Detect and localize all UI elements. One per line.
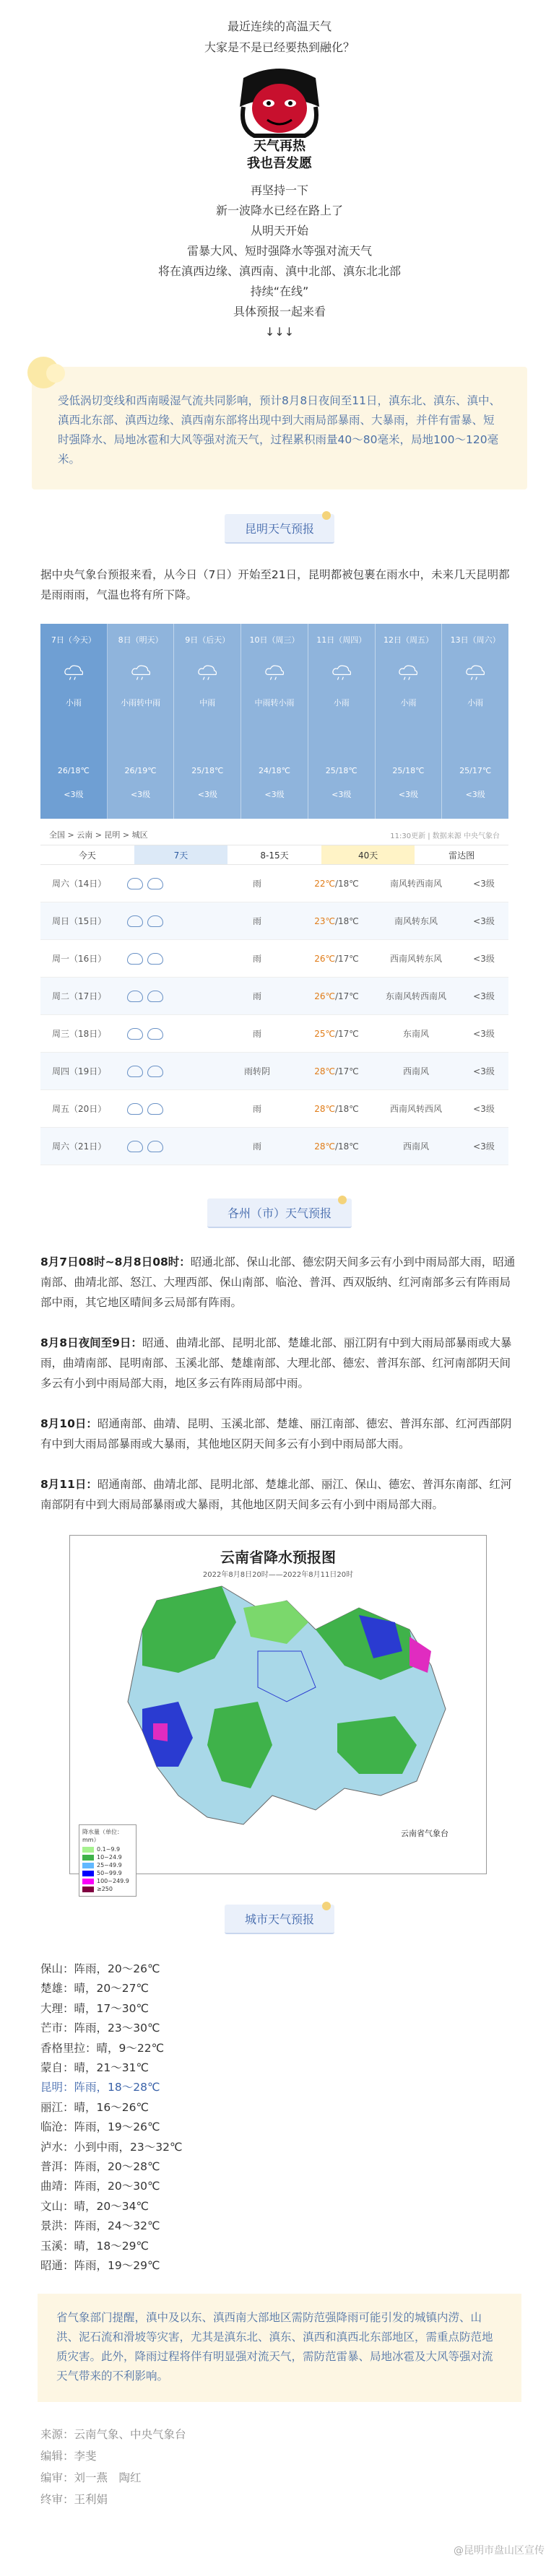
row-wind-dir: 西南风 [402, 1066, 429, 1076]
row-temp-high: 23℃ [314, 915, 335, 926]
row-temp [300, 954, 373, 964]
tab-8-15days[interactable]: 8-15天 [228, 845, 321, 865]
map-legend [79, 1824, 136, 1897]
forecast-day-column[interactable] [308, 624, 376, 819]
forecast-day-label: 10日（周三） [249, 635, 300, 645]
section-title-pill: 各州（市）天气预报 [207, 1198, 352, 1228]
row-wind-dir: 南风转东风 [394, 916, 438, 926]
forecast-day-label: 11日（周四） [316, 635, 367, 645]
rain-cloud-icon [127, 1103, 143, 1115]
legend-swatch [82, 1855, 94, 1861]
intro-line: 持续“在线” [250, 284, 309, 298]
rain-cloud-icon [329, 664, 355, 682]
row-icons [127, 1066, 214, 1077]
row-wind-level: <3级 [473, 879, 495, 889]
legend-item [82, 1885, 133, 1893]
row-icons [127, 1103, 214, 1115]
rain-cloud-icon [147, 1103, 163, 1115]
row-weather: 雨 [252, 991, 261, 1001]
prov-item-body: 昭通南部、曲靖、昆明、玉溪北部、楚雄、丽江南部、德宏、普洱东部、红河西部阴有中到大雨局部暴雨或大暴雨，其他地区阴天间多云有小到中雨局部大雨。 [40, 1417, 512, 1450]
legend-item [82, 1845, 133, 1853]
forecast-weather: 小雨 [333, 698, 350, 708]
forecast-weather: 小雨转中雨 [121, 698, 161, 708]
list-item: 蒙自：晴，21～31℃ [40, 2061, 149, 2075]
rain-cloud-icon [462, 664, 488, 682]
row-temp-high: 28℃ [314, 1141, 335, 1152]
intro-line: 最近连续的高温天气 [227, 19, 332, 33]
row-temp-low: /18℃ [334, 878, 359, 889]
map-title: 云南省降水预报图 [220, 1549, 336, 1566]
rain-cloud-icon [147, 1141, 163, 1152]
daily-header [40, 824, 508, 845]
rain-cloud-icon [147, 991, 163, 1002]
rain-cloud-icon [395, 664, 421, 682]
list-item: 曲靖：阵雨，20～30℃ [40, 2180, 160, 2193]
row-wind-level: <3级 [473, 1029, 495, 1039]
tab-today[interactable]: 今天 [40, 845, 134, 865]
list-item-highlighted: 昆明：阵雨，18～28℃ [40, 2081, 160, 2094]
rain-cloud-icon [127, 991, 143, 1002]
forecast-temp: 25/18℃ [325, 766, 358, 775]
table-row [40, 1128, 508, 1165]
row-temp [300, 879, 373, 889]
row-temp-low: /17℃ [334, 953, 359, 964]
dot-decoration-icon [322, 511, 331, 520]
row-wind-dir: 东南风 [402, 1029, 429, 1039]
legend-label: 25~49.9 [97, 1862, 122, 1868]
intro-line: 雷暴大风、短时强降水等强对流天气 [186, 244, 372, 258]
row-day: 周二（17日） [52, 991, 107, 1001]
forecast-wind: <3级 [130, 790, 151, 799]
row-day: 周三（18日） [52, 1029, 107, 1039]
forecast-notice [32, 367, 527, 489]
prov-section-title [0, 1198, 559, 1227]
notice-text: 受低涡切变线和西南暖湿气流共同影响，预计8月8日夜间至11日，滇东北、滇东、滇中、滇西北东部、滇西边缘、滇西南东部将出现中到大雨局部暴雨、大暴雨，并伴有雷暴、短时强降水、局地冰雹和大风等强对流天气，过程累积雨量40～80毫米，局地100～120毫米。 [58, 394, 500, 466]
forecast-temp: 26/19℃ [124, 766, 157, 775]
row-icons [127, 1141, 214, 1152]
prov-forecast [40, 1252, 520, 1515]
prov-item-body: 昭通南部、曲靖北部、昆明北部、楚雄北部、丽江、保山、德宏、普洱东南部、红河南部阴有中到大雨局部暴雨或大暴雨，其他地区阴天间多云有小到中雨局部大雨。 [40, 1478, 512, 1511]
legend-label: 50~99.9 [97, 1870, 122, 1876]
table-row [40, 1015, 508, 1053]
safety-tip [38, 2294, 521, 2402]
row-temp [300, 1066, 373, 1076]
prov-item-heading: 8月7日08时~8月8日08时： [40, 1256, 191, 1269]
row-temp [300, 1141, 373, 1152]
legend-item [82, 1869, 133, 1877]
legend-label: ≥250 [97, 1886, 113, 1892]
sticker-caption-1: 天气再热 [254, 139, 306, 154]
row-temp-high: 26℃ [314, 991, 335, 1001]
legend-item [82, 1877, 133, 1885]
row-weather: 雨 [252, 916, 261, 926]
row-wind-level: <3级 [473, 991, 495, 1001]
row-wind-level: <3级 [473, 916, 495, 926]
rain-cloud-icon [261, 664, 287, 682]
forecast-tabs [40, 845, 508, 865]
row-weather: 雨 [252, 1029, 261, 1039]
forecast-day-label: 13日（周六） [450, 635, 500, 645]
rain-cloud-icon [147, 878, 163, 889]
data-source: 11:30更新 | 数据来源 中央气象台 [390, 832, 500, 840]
city-forecast-list [40, 1959, 559, 2276]
forecast-temp: 25/18℃ [392, 766, 425, 775]
table-row [40, 865, 508, 902]
forecast-temp: 24/18℃ [258, 766, 291, 775]
credit-line: 编辑：李斐 [40, 2449, 97, 2463]
row-temp-high: 22℃ [314, 878, 335, 889]
forecast-day-label: 12日（周五） [383, 635, 433, 645]
row-day: 周一（16日） [52, 954, 107, 964]
list-item: 丽江：晴，16～26℃ [40, 2100, 149, 2114]
forecast-temp: 25/18℃ [191, 766, 224, 775]
forecast-wind: <3级 [332, 790, 352, 799]
sun-decoration-icon [46, 364, 65, 383]
row-day: 周日（15日） [52, 916, 107, 926]
watermark: @昆明市盘山区宣传 [454, 2545, 545, 2557]
prov-item-heading: 8月11日： [40, 1478, 98, 1491]
row-weather: 雨转阴 [243, 1066, 270, 1076]
legend-swatch [82, 1871, 94, 1876]
row-weather: 雨 [252, 1104, 261, 1114]
forecast-day-column[interactable] [376, 624, 443, 819]
row-wind-dir: 东南风转西南风 [385, 991, 446, 1001]
prov-item-heading: 8月10日： [40, 1417, 98, 1430]
prov-item-body: 昭通北部、保山北部、德宏阴天间多云有小到中雨局部大雨，昭通南部、曲靖北部、怒江、大理西部、保山南部、临沧、普洱、西双版纳、红河南部多云有阵雨局部中雨，其它地区晴间多云局部有阵雨。 [40, 1256, 516, 1309]
row-temp-high: 28℃ [314, 1066, 335, 1076]
rain-cloud-icon [194, 664, 220, 682]
prov-item [40, 1252, 520, 1313]
legend-title: 降水量（单位：mm） [82, 1829, 123, 1843]
breadcrumb[interactable]: 全国 > 云南 > 昆明 > 城区 [49, 830, 148, 840]
forecast-wind: <3级 [64, 790, 84, 799]
list-item: 景洪：阵雨，24～32℃ [40, 2219, 160, 2233]
rain-cloud-icon [147, 1028, 163, 1040]
credits [40, 2424, 559, 2510]
row-icons [127, 991, 214, 1002]
row-day: 周六（21日） [52, 1141, 107, 1152]
forecast-day-label: 9日（后天） [185, 635, 230, 645]
intro-line: 将在滇西边缘、滇西南、滇中北部、滇东北北部 [157, 264, 401, 278]
legend-label: 100~249.9 [97, 1878, 129, 1884]
section-title-pill: 城市天气预报 [225, 1905, 334, 1934]
row-temp [300, 1029, 373, 1039]
credit-line: 编审：刘一燕 陶红 [40, 2471, 142, 2484]
forecast-weather: 中雨转小雨 [254, 698, 295, 708]
row-temp [300, 916, 373, 926]
forecast-day-label: 8日（明天） [118, 635, 163, 645]
list-item: 保山：阵雨，20～26℃ [40, 1962, 160, 1975]
prov-item-heading: 8月8日夜间至9日： [40, 1336, 142, 1349]
seven-day-forecast [40, 624, 508, 819]
map-organization: 云南省气象台 [401, 1829, 448, 1838]
list-item: 泸水：小到中雨，23～32℃ [40, 2140, 183, 2154]
precipitation-map [69, 1535, 487, 1892]
rain-cloud-icon [127, 915, 143, 927]
intro-lines [0, 180, 559, 342]
legend-item [82, 1853, 133, 1861]
prov-item-body: 昭通、曲靖北部、昆明北部、楚雄北部、丽江阴有中到大雨局部暴雨或大暴雨，曲靖南部、昆明南部、玉溪北部、楚雄南部、大理北部、德宏、普洱东部、红河南部阴天间多云有小到中雨局部大雨，地区多云有阵雨局部中雨。 [40, 1336, 512, 1390]
forecast-wind: <3级 [465, 790, 485, 799]
list-item: 大理：晴，17～30℃ [40, 2001, 149, 2015]
credit-line: 终审：王利娟 [40, 2492, 108, 2506]
row-icons [127, 878, 214, 889]
meme-sticker [218, 64, 341, 172]
forecast-weather: 中雨 [199, 698, 216, 708]
row-weather: 雨 [252, 879, 261, 889]
row-day: 周六（14日） [52, 879, 107, 889]
row-temp-low: /17℃ [334, 991, 359, 1001]
list-item: 芒市：阵雨，23～30℃ [40, 2022, 160, 2035]
intro-line: 具体预报一起来看 [233, 305, 326, 318]
forecast-wind: <3级 [197, 790, 217, 799]
row-wind-level: <3级 [473, 1104, 495, 1114]
row-wind-level: <3级 [473, 954, 495, 964]
legend-item [82, 1861, 133, 1869]
intro-line: 再坚持一下 [250, 183, 308, 197]
legend-swatch [82, 1847, 94, 1853]
cloudy-icon [147, 1066, 163, 1077]
row-temp-high: 28℃ [314, 1103, 335, 1114]
table-row [40, 940, 508, 978]
cities-section-title [0, 1905, 559, 1933]
row-temp-low: /17℃ [334, 1066, 359, 1076]
legend-label: 10~24.9 [97, 1854, 122, 1861]
list-item: 昭通：阵雨，19～29℃ [40, 2259, 160, 2273]
legend-swatch [82, 1879, 94, 1884]
row-weather: 雨 [252, 1141, 261, 1152]
row-weather: 雨 [252, 954, 261, 964]
daily-forecast-table [40, 824, 508, 1165]
table-row [40, 1053, 508, 1090]
legend-swatch [82, 1887, 94, 1892]
prov-item [40, 1474, 520, 1515]
list-item: 香格里拉：晴，9～22℃ [40, 2041, 164, 2055]
forecast-day-label: 7日（今天） [51, 635, 96, 645]
intro-line: 从明天开始 [250, 224, 308, 238]
forecast-day-column[interactable] [40, 624, 108, 819]
prov-item [40, 1333, 520, 1393]
forecast-day-column[interactable] [174, 624, 241, 819]
row-temp-low: /18℃ [334, 1141, 359, 1152]
forecast-day-column[interactable] [108, 624, 175, 819]
legend-label: 0.1~9.9 [97, 1846, 121, 1853]
table-row [40, 902, 508, 940]
rain-cloud-icon [127, 1028, 143, 1040]
row-temp-low: /17℃ [334, 1028, 359, 1039]
row-temp [300, 991, 373, 1001]
kunming-section-title [0, 514, 559, 543]
row-temp [300, 1104, 373, 1114]
section-title-pill: 昆明天气预报 [225, 514, 334, 544]
rain-cloud-icon [147, 953, 163, 965]
forecast-day-column[interactable] [241, 624, 308, 819]
row-temp-low: /18℃ [334, 915, 359, 926]
row-day: 周四（19日） [52, 1066, 107, 1076]
kunming-paragraph: 据中央气象台预报来看，从今日（7日）开始至21日，昆明都被包裹在雨水中，未来几天昆明都是雨雨雨，气温也将有所下降。 [40, 568, 510, 601]
list-item: 玉溪：晴，18～29℃ [40, 2239, 149, 2253]
dot-decoration-icon [322, 1902, 331, 1910]
forecast-weather: 小雨 [65, 698, 82, 708]
intro-section [0, 0, 559, 342]
table-row [40, 978, 508, 1015]
forecast-wind: <3级 [264, 790, 285, 799]
intro-line: 新一波降水已经在路上了 [215, 204, 343, 217]
map-subtitle: 2022年8月8日20时——2022年8月11日20时 [202, 1571, 354, 1579]
rain-cloud-icon [147, 915, 163, 927]
forecast-temp: 26/18℃ [57, 766, 90, 775]
list-item: 临沧：阵雨，19～26℃ [40, 2120, 160, 2134]
table-row [40, 1090, 508, 1128]
row-wind-level: <3级 [473, 1141, 495, 1152]
forecast-weather: 小雨 [467, 698, 484, 708]
row-wind-dir: 西南风 [402, 1141, 429, 1152]
list-item: 楚雄：晴，20～27℃ [40, 1982, 149, 1996]
rain-cloud-icon [127, 1141, 143, 1152]
list-item: 普洱：阵雨，20～28℃ [40, 2160, 160, 2174]
row-day: 周五（20日） [52, 1104, 107, 1114]
tab-7days[interactable]: 7天 [134, 845, 228, 865]
row-wind-dir: 南风转西南风 [389, 879, 442, 889]
row-temp-high: 25℃ [314, 1028, 335, 1039]
forecast-temp: 25/17℃ [459, 766, 492, 775]
row-wind-dir: 西南风转东风 [389, 954, 442, 964]
rain-cloud-icon [127, 953, 143, 965]
row-wind-level: <3级 [473, 1066, 495, 1076]
forecast-wind: <3级 [398, 790, 419, 799]
intro-arrows: ↓↓↓ [264, 325, 295, 339]
tab-40days[interactable]: 40天 [321, 845, 415, 865]
tip-text: 省气象部门提醒，滇中及以东、滇西南大部地区需防范强降雨可能引发的城镇内涝、山洪、泥石流和滑坡等灾害，尤其是滇东北、滇东、滇西和滇西北东部地区，需重点防范地质灾害。此外，降雨过程将伴有明显强对流天气，需防范雷暴、局地冰雹及大风等强对流天气带来的不利影响。 [56, 2310, 493, 2383]
intro-line: 大家是不是已经要热到融化？ [204, 40, 355, 54]
daily-rows [40, 865, 508, 1165]
row-temp-high: 26℃ [314, 953, 335, 964]
rain-cloud-icon [127, 878, 143, 889]
prov-item [40, 1414, 520, 1454]
rain-cloud-icon [128, 664, 154, 682]
tab-radar[interactable]: 雷达图 [415, 845, 508, 865]
row-icons [127, 1028, 214, 1040]
row-icons [127, 915, 214, 927]
rain-cloud-icon [61, 664, 87, 682]
row-icons [127, 953, 214, 965]
rain-cloud-icon [127, 1066, 143, 1077]
row-temp-low: /18℃ [334, 1103, 359, 1114]
credit-line: 来源：云南气象、中央气象台 [40, 2427, 186, 2441]
legend-swatch [82, 1863, 94, 1868]
forecast-day-column[interactable] [442, 624, 508, 819]
dot-decoration-icon [338, 1196, 347, 1204]
forecast-weather: 小雨 [400, 698, 417, 708]
list-item: 文山：晴，20～34℃ [40, 2199, 149, 2213]
row-wind-dir: 西南风转西风 [389, 1104, 442, 1114]
sticker-caption-2: 我也吾发愿 [247, 156, 312, 171]
